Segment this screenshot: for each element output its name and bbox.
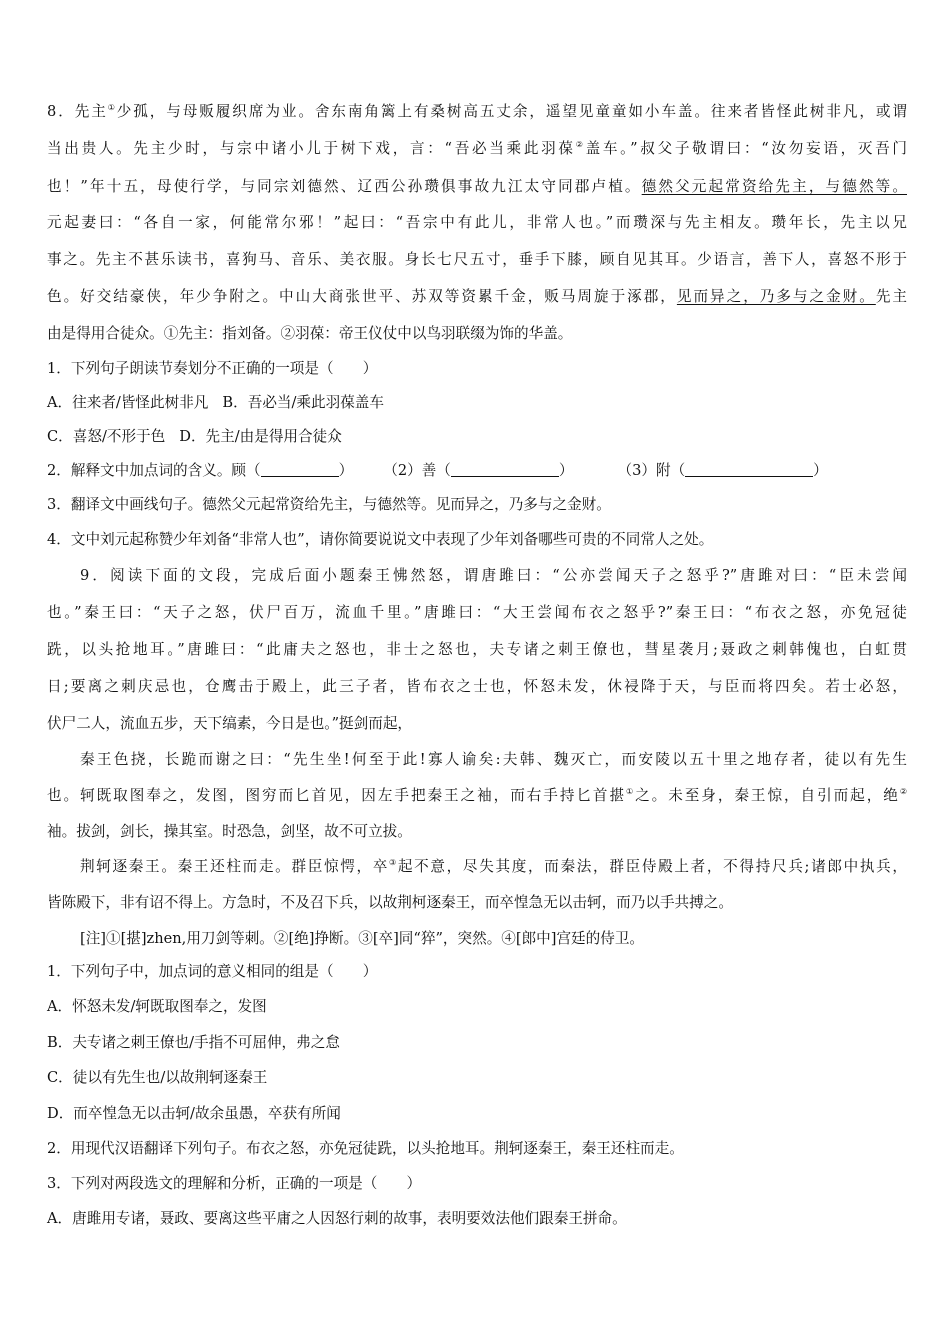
q9-passage-line-4: 日;要离之刺庆忌也，仓鹰击于殿上，此三子者，皆布衣之士也，怀怒未发，休祲降于天，与臣而将四矣。若士必怒， [47,678,907,695]
q8-passage-line-5: 事之。先主不甚乐读书，喜狗马、音乐、美衣服。身长七尺五寸，垂手下膝，顾自见其耳。少语言，善下人，喜怒不形于 [47,251,907,268]
option-b: B．吾必当/乘此羽葆盖车 [222,394,384,411]
answer-blank-2[interactable] [451,462,559,477]
q9-sub1-option-d: D．而卒惶急无以击轲/故余虽愚，卒获有所闻 [47,1105,341,1122]
q9-passage-line-3: 跣，以头抢地耳。”唐雎曰：“此庸夫之怒也，非士之怒也，夫专诸之刺王僚也，彗星袭月;聂政之刺韩傀也，白虹贯 [47,641,907,658]
q9-sub3-option-a: A．唐雎用专诸，聂政、要离这些平庸之人因怒行刺的故事，表明要效法他们跟秦王拼命。 [47,1210,627,1227]
q9-sub1-option-a: A．怀怒未发/轲既取图奉之，发图 [47,998,267,1015]
q8-passage-line-7: 由是得用合徒众。①先主：指刘备。②羽葆：帝王仪仗中以鸟羽联缀为饰的华盖。 [47,325,573,342]
q9-passage-line-6: 秦王色挠，长跪而谢之曰：“先生坐!何至于此!寡人谕矣:夫韩、魏灭亡，而安陵以五十里之地存者，徒以有先生 [80,751,907,768]
q8-sub4: 4．文中刘元起称赞少年刘备“非常人也”，请你简要说说文中表现了少年刘备哪些可贵的不同常人之处。 [47,531,714,548]
q9-passage-line-7: 也。轲既取图奉之，发图，图穷而匕首见，因左手把秦王之袖，而右手持匕首揕①之。未至身，秦王惊，自引而起，绝② [47,787,907,804]
q9-sub1-option-b: B．夫专诸之刺王僚也/手指不可屈伸，弗之怠 [47,1034,340,1051]
footnote-marker-cu: ③ [389,858,398,867]
footnote-marker-1: ① [107,103,117,112]
q9-passage-line-2: 也。”秦王曰：“天子之怒，伏尸百万，流血千里。”唐雎曰：“大王尝闻布衣之怒乎?”秦王曰：“布衣之怒，亦免冠徒 [47,604,907,621]
q8-passage-line-3: 也！”年十五，母使行学，与同宗刘德然、辽西公孙瓒俱事故九江太守同郡卢植。德然父元起常资给先主，与德然等。 [47,178,907,195]
option-d: D．先主/由是得用合徒众 [179,428,342,445]
q9-sub1-option-c: C．徒以有先生也/以故荆轲逐秦王 [47,1069,268,1086]
q9-passage-line-1: 9．阅读下面的文段，完成后面小题秦王怫然怒，谓唐雎曰：“公亦尝闻天子之怒乎?”唐雎对曰：“臣未尝闻 [80,567,907,584]
underlined-sentence-1: 德然父元起常资给先主，与德然等。 [641,178,907,195]
q8-sub2: 2．解释文中加点词的含义。顾（ ） （2）善（ ） （3）附（ ） [47,462,828,479]
q9-passage-line-5: 伏尸二人，流血五步，天下缟素，今日是也。”挺剑而起， [47,715,413,732]
q9-passage-line-9: 荆轲逐秦王。秦王还柱而走。群臣惊愕，卒③起不意，尽失其度，而秦法，群臣侍殿上者，不得持尺兵;诸郎中执兵， [80,858,907,875]
q9-sub1-question: 1．下列句子中，加点词的意义相同的组是（ ） [47,963,378,980]
q9-passage-line-10: 皆陈殿下，非有诏不得上。方急时，不及召下兵，以故荆柯逐秦王，而卒惶急无以击轲，而乃以手共搏之。 [47,894,733,911]
q9-annotation-note: [注]①[揕]zhen,用刀剑等刺。②[绝]挣断。③[卒]同“猝”，突然。④[郎中]宫廷的侍卫。 [80,930,645,947]
answer-blank-3[interactable] [685,462,813,477]
q8-sub1-options-cd [47,427,907,447]
footnote-marker-2: ② [575,140,586,149]
q8-passage-line-2: 当出贵人。先主少时，与宗中诸小儿于树下戏，言：“吾必当乘此羽葆②盖车。”叔父子敬谓曰：“汝勿妄语，灭吾门 [47,140,908,157]
footnote-marker-jue: ② [899,787,907,796]
q8-passage-line-4: 元起妻曰：“各自一家，何能常尔邪！”起曰：“吾宗中有此儿，非常人也。”而瓒深与先主相友。瓒年长，先主以兄 [47,214,907,231]
q8-passage-line-6: 色。好交结豪侠，年少争附之。中山大商张世平、苏双等资累千金，贩马周旋于涿郡，见而异之，乃多与之金财。先主 [47,288,907,305]
footnote-marker-zhen: ① [626,787,636,796]
q8-passage-line-1: 8．先主①少孤，与母贩履织席为业。舍东南角篱上有桑树高五丈余，遥望见童童如小车盖。往来者皆怪此树非凡，或谓 [47,103,907,120]
option-a: A．往来者/皆怪此树非凡 [47,394,209,411]
q9-passage-line-8: 袖。拔剑，剑长，操其室。时恐急，剑坚，故不可立拔。 [47,823,412,840]
option-c: C．喜怒/不形于色 [47,428,166,445]
underlined-sentence-2: 见而异之，乃多与之金财。 [676,288,876,305]
q9-sub2: 2．用现代汉语翻译下列句子。布衣之怒，亦免冠徒跣，以头抢地耳。荆轲逐秦王，秦王还柱而走。 [47,1140,684,1157]
q8-sub1-options-ab [47,393,907,413]
q9-sub3-question: 3．下列对两段选文的理解和分析，正确的一项是（ ） [47,1175,422,1192]
q8-sub3: 3．翻译文中画线句子。德然父元起常资给先主，与德然等。见而异之，乃多与之金财。 [47,496,611,513]
answer-blank-1[interactable] [261,462,339,477]
q8-sub1-question: 1．下列句子朗读节奏划分不正确的一项是（ ） [47,360,378,377]
